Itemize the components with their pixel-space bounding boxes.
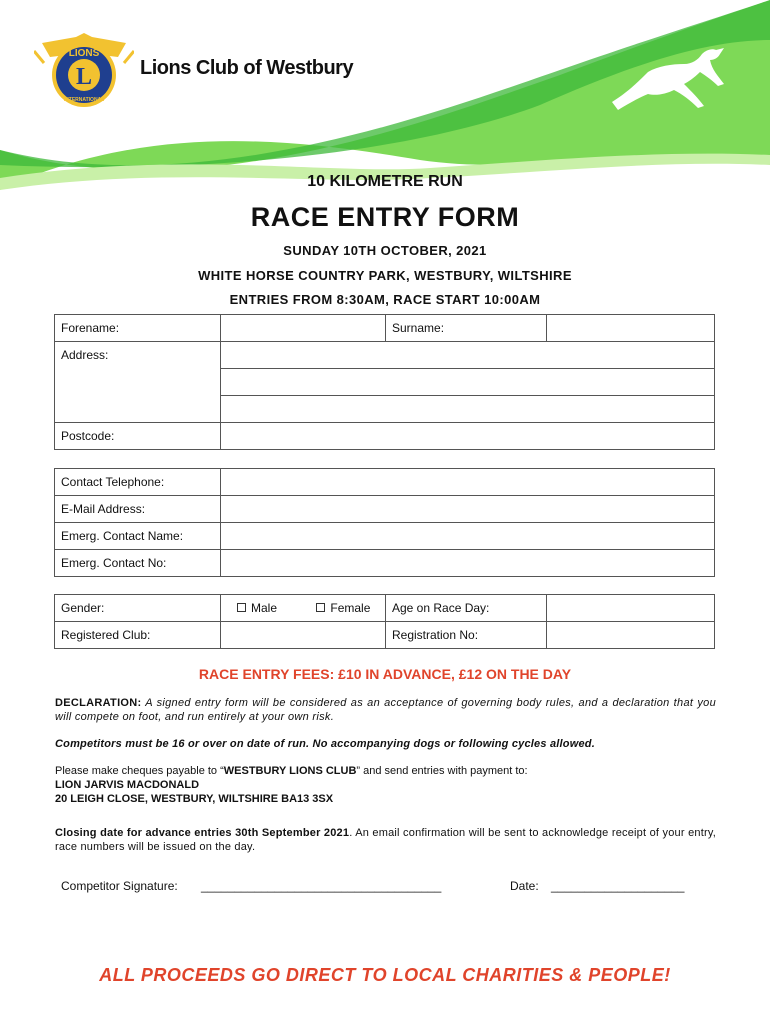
female-label: Female	[330, 601, 371, 615]
cheque-prefix: Please make cheques payable to “	[55, 765, 224, 777]
registration-label: Registration No:	[386, 622, 547, 649]
signature-field[interactable]: ____________________________________	[201, 879, 442, 893]
age-label: Age on Race Day:	[386, 595, 547, 622]
closing-date: Closing date for advance entries 30th September 2021	[55, 827, 350, 839]
closing-text: . An email confirmation will be sent to acknowledge receipt of your entry, race numbers will be issued on the day.	[55, 827, 716, 853]
forename-label: Forename:	[55, 315, 221, 342]
female-option[interactable]	[316, 601, 370, 615]
male-checkbox[interactable]	[237, 603, 246, 612]
proceeds-banner: ALL PROCEEDS GO DIRECT TO LOCAL CHARITIES & PEOPLE!	[99, 965, 671, 985]
declaration	[55, 696, 716, 724]
emergency-name-field[interactable]	[221, 523, 715, 550]
address-field-line3[interactable]	[221, 396, 715, 423]
address-label: Address:	[55, 342, 221, 423]
date-label: Date:	[510, 879, 539, 893]
event-subtitle: 10 KILOMETRE RUN	[307, 173, 463, 190]
payment-instructions	[55, 764, 716, 806]
telephone-label: Contact Telephone:	[55, 469, 221, 496]
personal-details-table	[54, 314, 715, 450]
emergency-number-field[interactable]	[221, 550, 715, 577]
surname-field[interactable]	[547, 315, 715, 342]
declaration-text: A signed entry form will be considered as an acceptance of governing body rules, and a declaration that you will compete on foot, and run entirely at your own risk.	[55, 697, 716, 723]
cheque-suffix: ” and send entries with payment to:	[356, 765, 528, 777]
race-details-table	[54, 594, 715, 649]
registration-field[interactable]	[547, 622, 715, 649]
postcode-label: Postcode:	[55, 423, 221, 450]
email-field[interactable]	[221, 496, 715, 523]
event-date: SUNDAY 10TH OCTOBER, 2021	[283, 243, 487, 258]
event-times: ENTRIES FROM 8:30AM, RACE START 10:00AM	[229, 292, 541, 307]
cheque-payee: WESTBURY LIONS CLUB	[223, 765, 357, 777]
org-name: Lions Club of Westbury	[140, 57, 354, 79]
page-title: RACE ENTRY FORM	[250, 202, 520, 232]
entry-fees: RACE ENTRY FEES: £10 IN ADVANCE, £12 ON THE DAY	[198, 666, 572, 682]
svg-text:LIONS: LIONS	[68, 48, 100, 59]
postcode-field[interactable]	[221, 423, 715, 450]
event-venue: WHITE HORSE COUNTRY PARK, WESTBURY, WILTSHIRE	[198, 268, 572, 283]
email-label: E-Mail Address:	[55, 496, 221, 523]
postal-name: LION JARVIS MACDONALD	[55, 779, 200, 791]
competitor-rules: Competitors must be 16 or over on date of run. No accompanying dogs or following cycles allowed.	[55, 738, 595, 750]
contact-details-table	[54, 468, 715, 577]
postal-address: 20 LEIGH CLOSE, WESTBURY, WILTSHIRE BA13 3SX	[55, 793, 334, 805]
address-field-line2[interactable]	[221, 369, 715, 396]
declaration-label: DECLARATION:	[55, 697, 142, 709]
svg-text:INTERNATIONAL: INTERNATIONAL	[63, 97, 105, 103]
age-field[interactable]	[547, 595, 715, 622]
club-field[interactable]	[221, 622, 386, 649]
forename-field[interactable]	[221, 315, 386, 342]
signature-label: Competitor Signature:	[61, 879, 178, 893]
lions-logo	[34, 33, 134, 111]
svg-text:L: L	[75, 64, 93, 90]
male-label: Male	[251, 601, 278, 615]
closing-info	[55, 826, 716, 854]
club-label: Registered Club:	[55, 622, 221, 649]
female-checkbox[interactable]	[316, 603, 325, 612]
surname-label: Surname:	[386, 315, 547, 342]
address-field-line1[interactable]	[221, 342, 715, 369]
date-field[interactable]: ____________________	[551, 879, 685, 893]
emergency-number-label: Emerg. Contact No:	[55, 550, 221, 577]
telephone-field[interactable]	[221, 469, 715, 496]
gender-label: Gender:	[55, 595, 221, 622]
gender-options	[221, 595, 386, 622]
white-horse-icon	[608, 42, 728, 114]
male-option[interactable]	[237, 601, 277, 615]
emergency-name-label: Emerg. Contact Name:	[55, 523, 221, 550]
